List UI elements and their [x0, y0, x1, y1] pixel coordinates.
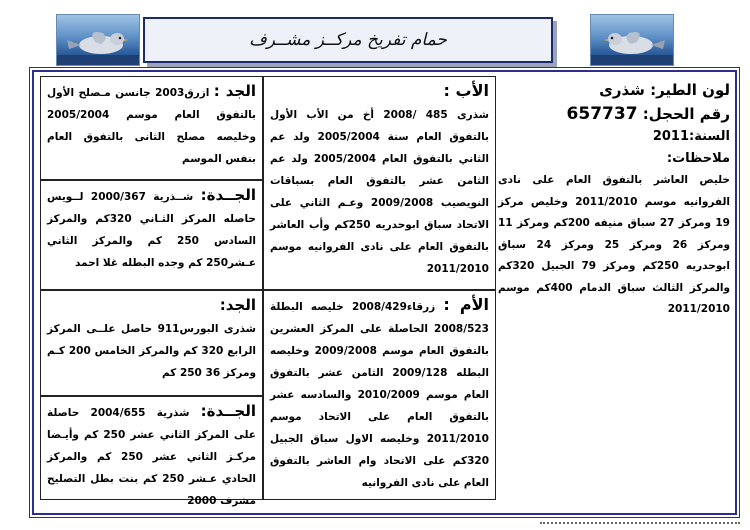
grandfather-maternal-text: شذرى البورس911 حاصل علــى المركز الرابع 320 كم والمركز الخامس 200 كـم ومركز 36 250 كم	[47, 323, 257, 379]
father-cell	[263, 76, 496, 290]
grandfather-paternal-cell	[40, 76, 263, 180]
page-title-box	[143, 17, 553, 63]
pigeon-image-left	[56, 14, 140, 66]
grandmother-maternal-text: شذرية 2004/655 حاصلة على المركز الثاني عشر 250 كم وأيـضا مركـز الثاني عشر 250 كم والمركز الحادي عـشر 250 كم بنت بطل التصليح مشرف 2000	[47, 407, 257, 507]
year-label: السنة:	[689, 129, 730, 144]
pigeon-icon	[591, 15, 673, 65]
notes-text: خليص العاشر بالتفوق العام على نادى الفروانيه موسم 2011/2010 وخليص مركز 19 ومركز 27 سباق منيفه 200كم ومركز 11 ومركز 26 ومركز 25 ومركز 24 سباق ابوحدريه 250كم ومركز 79 الجبيل 320كم والمركز الثالث سباق الدمام 400كم موسم 2011/2010	[498, 174, 731, 315]
notes-label: ملاحظات:	[666, 151, 730, 166]
page-title: حمام تفريخ مركــز مشــرف	[249, 30, 447, 50]
mother-text: زرقاء2008/429 خليصه البطلة 2008/523 الحاصلة على المركز العشرين بالتفوق العام موسم 2009/2008 وخليصه البطله 2009/128 الثامن عشر بالتفوق العام موسم 2010/2009 والسادسه عشر بالتفوق العام على الاتحاد موسم 2011/2010 وخليصه الاول سباق الجبيل 320كم على الاتحاد وام العاشر بالتفوق العام على نادى الفروانيه	[270, 301, 490, 489]
grandmother-maternal-cell	[40, 396, 263, 507]
grandmother-maternal-label: الجــدة:	[200, 402, 257, 420]
bottom-dots	[540, 518, 740, 524]
pigeon-info	[498, 78, 730, 408]
year-value: 2011	[652, 129, 690, 144]
year-line	[498, 126, 730, 148]
ring-label: رقم الحجل:	[642, 105, 730, 123]
pigeon-icon	[57, 15, 139, 65]
grandfather-paternal-label: الجد :	[213, 82, 256, 100]
ring-line	[498, 102, 730, 126]
father-label: الأب :	[443, 81, 489, 100]
grandfather-maternal-cell	[40, 290, 263, 396]
pigeon-image-right	[590, 14, 674, 66]
grandmother-paternal-cell	[40, 180, 263, 290]
mother-cell	[263, 290, 496, 500]
grandmother-paternal-text: شــذرية 2000/367 لــويس حاصله المركز الثـاني 320كم والمركز السادس 250 كم والمركز الثاني عـشر250 كم وجده البطله غلا احمد	[47, 191, 257, 269]
color-line: لون الطير: شذرى	[599, 81, 730, 99]
grandfather-paternal-text: ازرق2003 جانسن مـصلح الأول بالتفوق العام موسم 2005/2004 وخليصه مصلح الثانى بالتفوق العام بنفس الموسم	[47, 87, 256, 165]
ring-number: 657737	[566, 104, 638, 124]
father-text: شذرى 485 /2008 أخ من الأب الأول بالتفوق العام سنة 2005/2004 ولد عم الثاني بالتفوق العام 2005/2004 ولد عم الثامن عشر بالتفوق العام بسباقات النويصيب 2009/2008 وعـم الثاني على الاتحاد سباق ابوحدريه 250كم وأب العاشر بالتفوق العام على نادى الفروانيه موسم 2011/2010	[270, 109, 489, 275]
mother-label: الأم :	[443, 295, 490, 314]
grandfather-maternal-label: الجد:	[219, 296, 256, 314]
grandmother-paternal-label: الجــدة:	[200, 186, 256, 204]
